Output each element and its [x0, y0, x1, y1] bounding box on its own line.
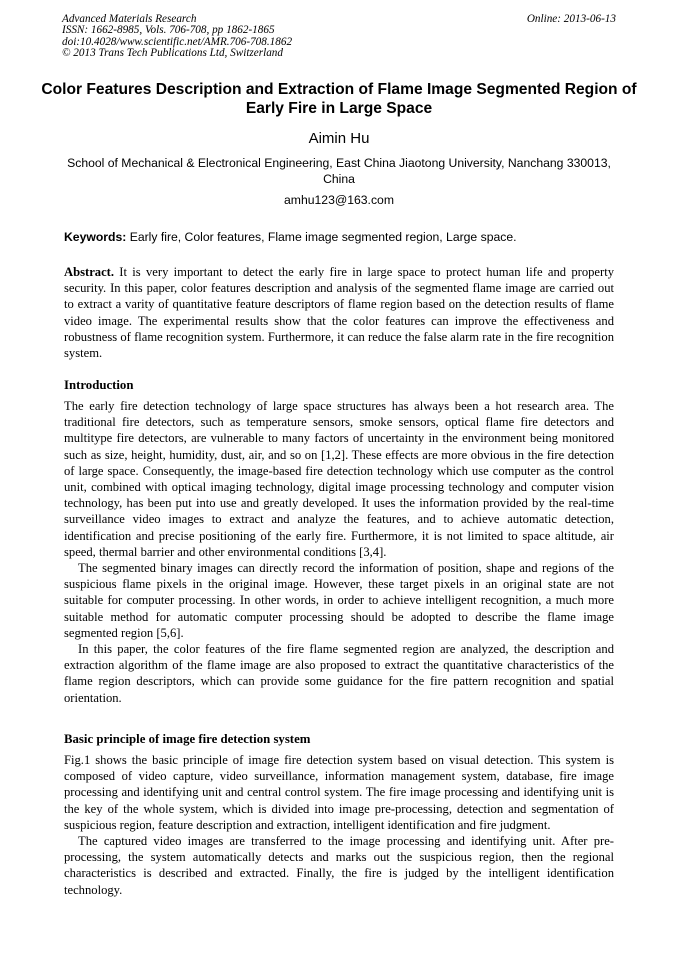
journal-info: [62, 14, 292, 60]
online-date: Online: 2013-06-13: [526, 13, 616, 25]
paragraph: Fig.1 shows the basic principle of image fire detection system based on visual detection. This system is composed of video capture, video surveillance, information management system, database, fire image processing and identifying unit and central control system. The fire image processing and identifying unit is the key of the whole system, which is divided into image pre-processing, detection and segmentation of suspicious region, feature description and extraction, intelligent identification and fire judgment.: [64, 753, 614, 832]
abstract-text: It is very important to detect the early fire in large space to protect human life and property security. In this paper, color features description and analysis of the segmented flame image are carried out to extract a varity of quantitative feature descriptors of flame region based on the detection results of flame video image. The experimental results show that the color features can improve the effectiveness and robustness of flame recognition system. Furthermore, it can reduce the false alarm rate in the fire recognition system.: [64, 265, 614, 361]
issn-line: ISSN: 1662-8985, Vols. 706-708, pp 1862-1865: [62, 24, 275, 37]
abstract: [64, 264, 614, 361]
journal-name: Advanced Materials Research: [62, 13, 197, 25]
section-heading-basic-principle: Basic principle of image fire detection system: [64, 732, 311, 746]
abstract-label: Abstract.: [64, 265, 115, 279]
paper-title: Color Features Description and Extraction of Flame Image Segmented Region of Early Fire in Large Space: [41, 81, 637, 117]
author-affiliation: School of Mechanical & Electronical Engineering, East China Jiaotong University, Nanchang 330013, China: [67, 156, 611, 186]
paragraph: The captured video images are transferred to the image processing and identifying unit. After pre-processing, the system automatically detects and marks out the suspicious region, then the regional characteristics is described and extracted. Finally, the fire is judged by the intelligent identification technology.: [64, 834, 614, 897]
section-basic-principle: [64, 752, 614, 898]
keywords-line: [64, 229, 624, 245]
paragraph: The early fire detection technology of large space structures has always been a hot research area. The traditional fire detectors, such as temperature sensors, smoke sensors, optical flame fire detectors and multitype fire detectors, are vulnerable to many factors of uncertainty in the environment being monitored such as size, height, humidity, dust, air, and so on [1,2]. These effects are more obvious in the fire detection of large space. Consequently, the image-based fire detection technology which use computer as the control unit, combined with optical imaging technology, digital image processing technology and computer vision technology, has been put into use and greatly developed. It uses the information provided by the real-time surveillance video images to extract and analyze the features, and to achieve automatic detection, identification and precise positioning of the early fire. Furthermore, it is not limited to space altitude, air speed, thermal barrier and other environmental conditions [3,4].: [64, 399, 614, 559]
author-email[interactable]: amhu123@163.com: [284, 193, 394, 207]
keywords-label: Keywords:: [64, 230, 127, 244]
section-heading-introduction: Introduction: [64, 378, 134, 392]
section-introduction: [64, 398, 614, 706]
author-name: Aimin Hu: [308, 130, 370, 147]
doi-line: doi:10.4028/www.scientific.net/AMR.706-708.1862: [62, 35, 293, 48]
copyright-line: © 2013 Trans Tech Publications Ltd, Switzerland: [62, 47, 283, 60]
paragraph: In this paper, the color features of the fire flame segmented region are analyzed, the description and extraction algorithm of the flame image are also proposed to extract the quantitative characteristics of the flame region descriptors, which can provide some guidance for the fire pattern recognition and spatial orientation.: [64, 642, 614, 705]
paragraph: The segmented binary images can directly record the information of position, shape and regions of the suspicious flame pixels in the original image. However, these target pixels in an original state are not suitable for computer processing. In other words, in order to achieve intelligent recognition, a much more suitable method for automatic computer processing should be adopted to describe the flame image segmented region [5,6].: [64, 561, 614, 640]
keywords-text: Early fire, Color features, Flame image segmented region, Large space.: [126, 230, 517, 244]
